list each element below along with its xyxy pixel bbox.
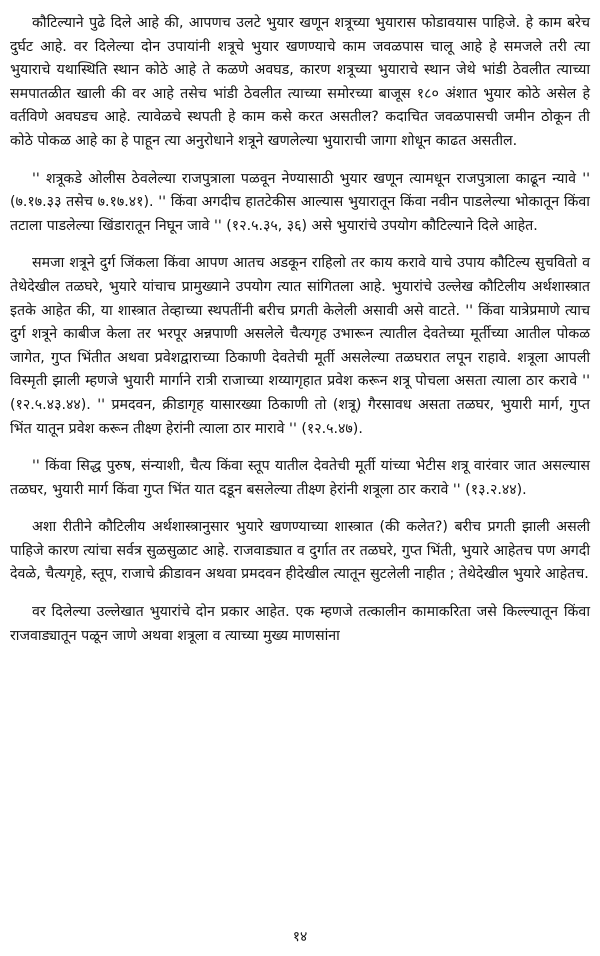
paragraph-4: '' किंवा सिद्ध पुरुष, संन्याशी, चैत्य किंवा स्तूप यातील देवतेची मूर्ती यांच्या भेटीस शत्रू वारंवार जात असल्यास तळघर, भुयारी मार्ग किंवा गुप्त भिंत यात दडून बसलेल्या तीक्ष्ण हेरांनी शत्रूला ठार करावे '' (१३.२.४४).	[10, 458, 590, 498]
paragraph-2: '' शत्रूकडे ओलीस ठेवलेल्या राजपुत्राला पळवून नेण्यासाठी भुयार खणून त्यामधून राजपुत्राला काढून न्यावे '' (७.१७.३३ तसेच ७.१७.४१). '' किंवा अगदीच हातटेकीस आल्यास भुयारातून किंवा नवीन पाडलेल्या भोकातून किंवा तटाला पाडलेल्या खिंडारातून निघून जावे '' (१२.५.३५, ३६) असे भुयारांचे उपयोग कौटिल्याने दिले आहेत.	[10, 170, 590, 234]
paragraph-5: अशा रीतीने कौटिलीय अर्थशास्त्रानुसार भुयारे खणण्याच्या शास्त्रात (की कलेत?) बरीच प्रगती झाली असली पाहिजे कारण त्यांचा सर्वत्र सुळसुळाट आहे. राजवाड्यात व दुर्गात तर तळघरे, गुप्त भिंती, भुयारे आहेतच पण अगदी देवळे, चैत्यगृहे, स्तूप, राजाचे क्रीडावन अथवा प्रमदवन हीदेखील त्यातून सुटलेली नाहीत ; तेथेदेखील भुयारे आहेतच.	[10, 519, 590, 583]
page-number: १४	[292, 929, 308, 945]
paragraph-6: वर दिलेल्या उल्लेखात भुयारांचे दोन प्रकार आहेत. एक म्हणजे तत्कालीन कामाकरिता जसे किल्ल्यातून किंवा राजवाड्यातून पळून जाणे अथवा शत्रूला व त्याच्या मुख्य माणसांना	[10, 604, 590, 644]
document-page	[10, 8, 590, 948]
paragraph-1: कौटिल्याने पुढे दिले आहे की, आपणच उलटे भुयार खणून शत्रूच्या भुयारास फोडावयास पाहिजे. हे काम बरेच दुर्घट आहे. वर दिलेल्या दोन उपायांनी शत्रूचे भुयार खणण्याचे काम जवळपास चालू आहे हे समजले तरी त्या भुयाराचे यथास्थिति स्थान कोठे आहे ते कळणे अवघड, कारण शत्रूच्या भुयाराचे स्थान जेथे भांडी ठेवलीत त्याच्या समपातळीत खाली की वर आहे तसेच भांडी ठेवलीत त्याच्या समोरच्या बाजूस १८० अंशात भुयार कोठे असेल हे वर्तविणे अवघडच आहे. त्यावेळचे स्थपती हे काम कसे करत असतील? कदाचित जवळपासची जमीन ठोकून ती कोठे पोकळ आहे का हे पाहून त्या अनुरोधाने शत्रूने खणलेल्या भुयाराची जागा शोधून काढत असतील.	[10, 15, 590, 149]
paragraph-3: समजा शत्रूने दुर्ग जिंकला किंवा आपण आतच अडकून राहिलो तर काय करावे याचे उपाय कौटिल्य सुचवितो व तेथेदेखील तळघरे, भुयारे यांचाच प्रामुख्याने उपयोग त्यात सांगितला आहे. भुयारांचे उल्लेख कौटिलीय अर्थशास्त्रात इतके आहेत की, या शास्त्रात तेव्हाच्या स्थपतींनी बरीच प्रगती केलेली असावी असे वाटते. '' किंवा यात्रेप्रमाणे त्याच दुर्ग शत्रूने काबीज केला तर भरपूर अन्नपाणी असलेले चैत्यगृह उभारून त्यातील देवतेच्या मूर्तीच्या आतील पोकळ जागेत, गुप्त भिंतीत अथवा प्रवेशद्वाराच्या ठिकाणी देवतेची मूर्ती असलेल्या तळघरात लपून राहावे. शत्रूला आपली विस्मृती झाली म्हणजे भुयारी मार्गाने रात्री राजाच्या शय्यागृहात प्रवेश करून शत्रू पोचला असता त्याला ठार करावे '' (१२.५.४३.४४). '' प्रमदवन, क्रीडागृह यासारख्या ठिकाणी तो (शत्रू) गैरसावध असता तळघर, भुयारी मार्ग, गुप्त भिंत यातून प्रवेश करून तीक्ष्ण हेरांनी त्याला ठार मारावे '' (१२.५.४७).	[10, 255, 590, 437]
